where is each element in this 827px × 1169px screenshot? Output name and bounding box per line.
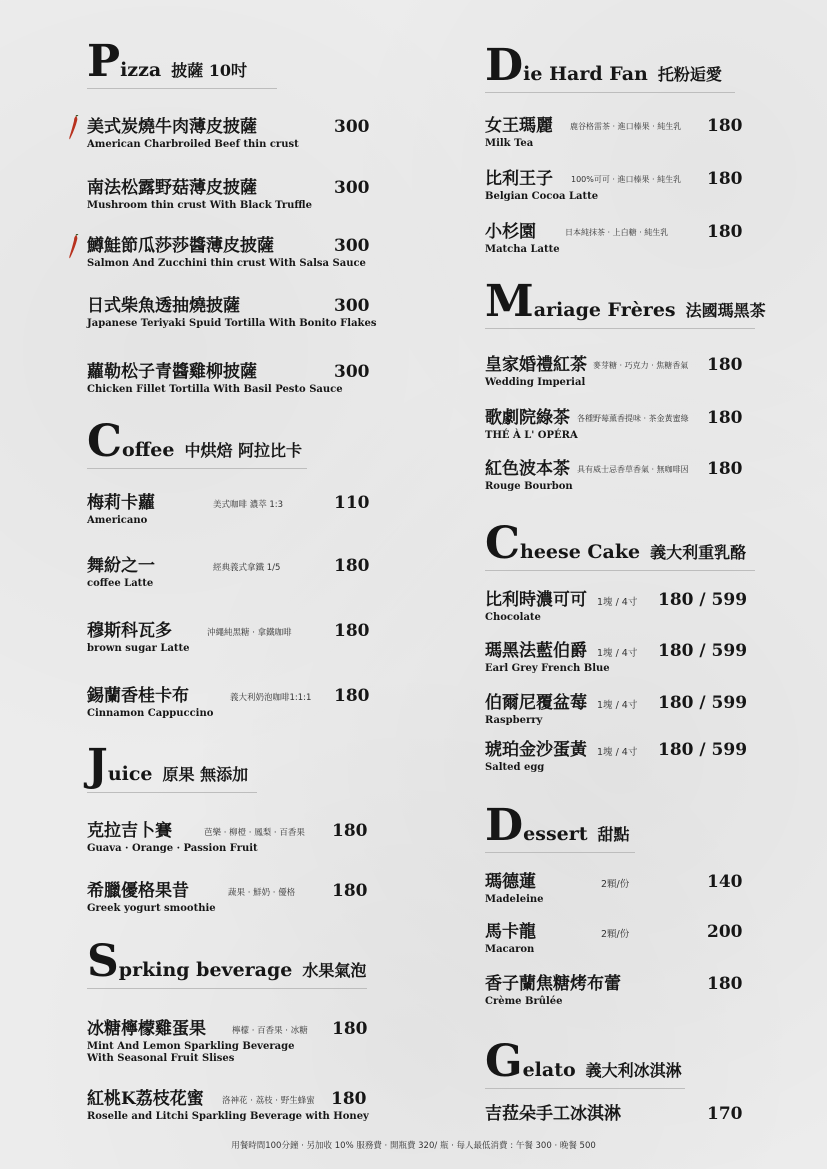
item-name-en: Salted egg <box>485 762 545 773</box>
item-price: 180 <box>334 556 370 576</box>
menu-item <box>87 556 370 590</box>
section-title-zh: 法國瑪黑茶 <box>685 301 766 320</box>
menu-item <box>485 169 743 203</box>
item-price: 180 <box>331 1089 367 1109</box>
item-price: 180 / 599 <box>658 740 748 760</box>
item-name-zh: 冰糖檸檬雞蛋果 <box>87 1019 206 1039</box>
item-price: 180 / 599 <box>658 590 748 610</box>
menu-item <box>485 116 743 150</box>
item-price: 180 <box>707 355 743 375</box>
section-initial: J <box>87 740 108 791</box>
item-name-en: brown sugar Latte <box>87 643 190 654</box>
section-title: offee <box>122 439 175 461</box>
item-note: 沖繩純黑糖 · 拿鐵咖啡 <box>207 628 292 638</box>
item-name-zh: 比利時濃可可 <box>485 590 587 610</box>
section-header-sparkling <box>87 936 367 989</box>
menu-item <box>485 459 743 493</box>
item-price: 170 <box>707 1104 743 1124</box>
item-name-en: Madeleine <box>485 894 544 905</box>
section-title-zh: 義大利冰淇淋 <box>585 1061 682 1080</box>
item-note: 1塊 / 4寸 <box>597 700 638 711</box>
item-note: 美式咖啡 濃萃 1:3 <box>213 500 284 510</box>
item-name-zh: 香子蘭焦糖烤布蕾 <box>485 974 621 994</box>
section-title: elato <box>522 1059 576 1081</box>
item-note: 蔬果 · 鮮奶 · 優格 <box>228 888 296 898</box>
menu-item <box>87 881 368 915</box>
item-note: 2顆/份 <box>601 879 630 890</box>
item-price: 300 <box>334 296 370 316</box>
item-name-zh: 梅莉卡蘿 <box>87 493 155 513</box>
item-price: 300 <box>334 236 370 256</box>
item-note: 洛神花 · 荔枝 · 野生蜂蜜 <box>222 1096 315 1106</box>
item-name-en: Cinnamon Cappuccino <box>87 708 214 719</box>
menu-item <box>485 355 743 389</box>
item-note: 麥芽糖 · 巧克力 · 焦糖香氣 <box>593 361 689 370</box>
item-price: 180 <box>707 222 743 242</box>
item-name-en: Belgian Cocoa Latte <box>485 191 599 202</box>
section-title: uice <box>107 763 153 785</box>
section-initial: P <box>87 36 121 87</box>
item-price: 180 <box>707 459 743 479</box>
menu-item <box>485 693 748 727</box>
section-title-zh: 披薩 10吋 <box>171 61 248 80</box>
section-header-gelato <box>485 1036 685 1089</box>
menu-item <box>87 621 370 655</box>
item-price: 180 <box>332 881 368 901</box>
item-price: 180 <box>707 169 743 189</box>
section-header-pizza <box>87 36 277 89</box>
item-name-zh: 穆斯科瓦多 <box>87 621 172 641</box>
item-name-zh: 錫蘭香桂卡布 <box>87 686 189 706</box>
menu-item <box>87 178 370 212</box>
menu-item <box>485 922 743 956</box>
section-title: ie Hard Fan <box>523 63 648 85</box>
menu-item <box>87 686 370 720</box>
menu-item <box>87 296 376 330</box>
menu-item <box>87 821 368 855</box>
section-header-coffee <box>87 416 307 469</box>
item-name-en: Chocolate <box>485 612 541 623</box>
section-title-zh: 托粉逅愛 <box>657 65 722 84</box>
menu-item <box>485 222 743 256</box>
item-name-en: Chicken Fillet Tortilla With Basil Pesto Sauce <box>87 384 343 395</box>
section-title-zh: 水果氣泡 <box>302 961 367 980</box>
chili-icon <box>67 115 81 141</box>
item-price: 180 <box>334 621 370 641</box>
item-name-zh: 紅桃K荔枝花蜜 <box>87 1089 204 1109</box>
item-name-zh: 舞紛之一 <box>87 556 155 576</box>
item-name-en: coffee Latte <box>87 578 154 589</box>
item-name-zh: 鱒鮭節瓜莎莎醬薄皮披薩 <box>87 236 274 256</box>
item-name-zh: 日式柴魚透抽燒披薩 <box>87 296 240 316</box>
item-price: 180 <box>707 974 743 994</box>
menu-item <box>87 236 370 270</box>
item-name-en: Matcha Latte <box>485 244 560 255</box>
item-name-zh: 小杉園 <box>485 222 536 242</box>
item-note: 日本純抹茶 · 上白糖 · 純生乳 <box>565 228 669 237</box>
item-name-en: Crème Brûlée <box>485 996 563 1007</box>
item-note: 經典義式拿鐵 1/5 <box>213 563 281 573</box>
item-price: 180 <box>334 686 370 706</box>
menu-item <box>485 641 748 675</box>
menu-item <box>485 590 748 624</box>
item-name-zh: 女王瑪麗 <box>485 116 553 136</box>
item-note: 芭樂 · 柳橙 · 鳳梨 · 百香果 <box>204 828 305 838</box>
item-name-en: Earl Grey French Blue <box>485 663 610 674</box>
section-initial: C <box>485 518 521 569</box>
item-name-zh: 伯爾尼覆盆莓 <box>485 693 587 713</box>
section-header-cheesecake <box>485 518 755 571</box>
item-name-zh: 希臘優格果昔 <box>87 881 189 901</box>
section-header-dessert <box>485 800 635 853</box>
item-name-en: Rouge Bourbon <box>485 481 573 492</box>
item-note: 檸檬 · 百香果 · 冰糖 <box>232 1026 308 1036</box>
section-header-juice <box>87 740 257 793</box>
item-name-zh: 皇家婚禮紅茶 <box>485 355 587 375</box>
item-note: 各種野莓薰香提味 · 茶金黃蜜綠 <box>577 414 689 423</box>
menu-item <box>87 493 370 527</box>
item-name-zh: 歌劇院綠茶 <box>485 408 570 428</box>
item-note: 1塊 / 4寸 <box>597 597 638 608</box>
item-name-zh: 南法松露野菇薄皮披薩 <box>87 178 257 198</box>
item-name-en: Roselle and Litchi Sparkling Beverage with Honey <box>87 1111 369 1122</box>
item-name-en: Milk Tea <box>485 138 534 149</box>
section-header-mariage <box>485 276 766 329</box>
section-title: essert <box>523 823 588 845</box>
item-name-zh: 克拉吉卜賽 <box>87 821 172 841</box>
section-title-zh: 原果 無添加 <box>162 765 249 784</box>
section-title: ariage Frères <box>533 299 676 321</box>
item-price: 180 / 599 <box>658 693 748 713</box>
item-name-en: Mint And Lemon Sparkling Beverage <box>87 1041 295 1052</box>
menu-item <box>485 740 748 774</box>
item-name-en: American Charbroiled Beef thin crust <box>87 139 299 150</box>
item-price: 180 <box>707 116 743 136</box>
section-initial: G <box>485 1036 523 1087</box>
section-initial: C <box>87 416 123 467</box>
menu-item <box>87 1019 368 1065</box>
item-name-zh: 瑪黑法藍伯爵 <box>485 641 587 661</box>
menu-item <box>485 872 743 906</box>
item-price: 140 <box>707 872 743 892</box>
menu-item <box>485 1104 743 1124</box>
item-name-zh: 瑪德蓮 <box>485 872 536 892</box>
section-title-zh: 甜點 <box>597 825 630 844</box>
item-note: 鹿谷格雷茶 · 進口榛果 · 純生乳 <box>570 122 682 131</box>
item-name-en: Japanese Teriyaki Spuid Tortilla With Bonito Flakes <box>87 318 377 329</box>
item-price: 110 <box>334 493 370 513</box>
item-name-en: Macaron <box>485 944 535 955</box>
item-note: 1塊 / 4寸 <box>597 648 638 659</box>
item-note: 具有威士忌香草香氣 · 無咖啡因 <box>577 465 689 474</box>
item-name-en: Guava · Orange · Passion Fruit <box>87 843 258 854</box>
item-price: 180 <box>332 821 368 841</box>
item-name-zh: 蘿勒松子青醬雞柳披薩 <box>87 362 257 382</box>
item-price: 180 / 599 <box>658 641 748 661</box>
menu-item <box>87 1089 369 1123</box>
item-name-en: Wedding Imperial <box>485 377 586 388</box>
item-name-en: Mushroom thin crust With Black Truffle <box>87 200 312 211</box>
item-name-zh: 琥珀金沙蛋黃 <box>485 740 587 760</box>
section-title-zh: 中烘焙 阿拉比卡 <box>184 441 303 460</box>
chili-icon <box>67 234 81 260</box>
item-price: 300 <box>334 178 370 198</box>
item-price: 300 <box>334 117 370 137</box>
item-note: 1塊 / 4寸 <box>597 747 638 758</box>
item-name-en: Americano <box>87 515 148 526</box>
item-name-en: THÉ À L' OPÉRA <box>485 430 578 441</box>
item-name-zh: 美式炭燒牛肉薄皮披薩 <box>87 117 257 137</box>
item-name-zh: 吉菈朵手工冰淇淋 <box>485 1104 621 1124</box>
item-price: 200 <box>707 922 743 942</box>
footer-note: 用餐時間100分鐘 · 另加收 10% 服務費 · 開瓶費 320/ 瓶 · 每人最低消費 : 午餐 300 · 晚餐 500 <box>231 1141 596 1151</box>
item-name-en: Greek yogurt smoothie <box>87 903 216 914</box>
item-name-en-line2: With Seasonal Fruit Slises <box>87 1053 235 1064</box>
item-note: 2顆/份 <box>601 929 630 940</box>
section-initial: D <box>485 800 524 851</box>
menu-item <box>485 974 743 1008</box>
section-header-diehard <box>485 40 735 93</box>
item-name-zh: 馬卡龍 <box>485 922 536 942</box>
menu-item <box>87 362 370 396</box>
item-price: 180 <box>707 408 743 428</box>
item-name-zh: 比利王子 <box>485 169 553 189</box>
item-name-zh: 紅色波本茶 <box>485 459 570 479</box>
item-note: 義大利奶泡咖啡1:1:1 <box>230 693 312 703</box>
section-title: izza <box>120 59 162 81</box>
section-title: prking beverage <box>118 959 293 981</box>
item-name-en: Raspberry <box>485 715 543 726</box>
menu-item <box>485 408 743 442</box>
menu-item <box>87 117 370 151</box>
section-initial: M <box>485 276 534 327</box>
item-price: 180 <box>332 1019 368 1039</box>
section-title: heese Cake <box>520 541 641 563</box>
section-initial: D <box>485 40 524 91</box>
item-price: 300 <box>334 362 370 382</box>
item-name-en: Salmon And Zucchini thin crust With Salsa Sauce <box>87 258 366 269</box>
item-note: 100%可可 · 進口榛果 · 純生乳 <box>571 175 682 184</box>
section-initial: S <box>87 936 119 987</box>
section-title-zh: 義大利重乳酪 <box>650 543 747 562</box>
